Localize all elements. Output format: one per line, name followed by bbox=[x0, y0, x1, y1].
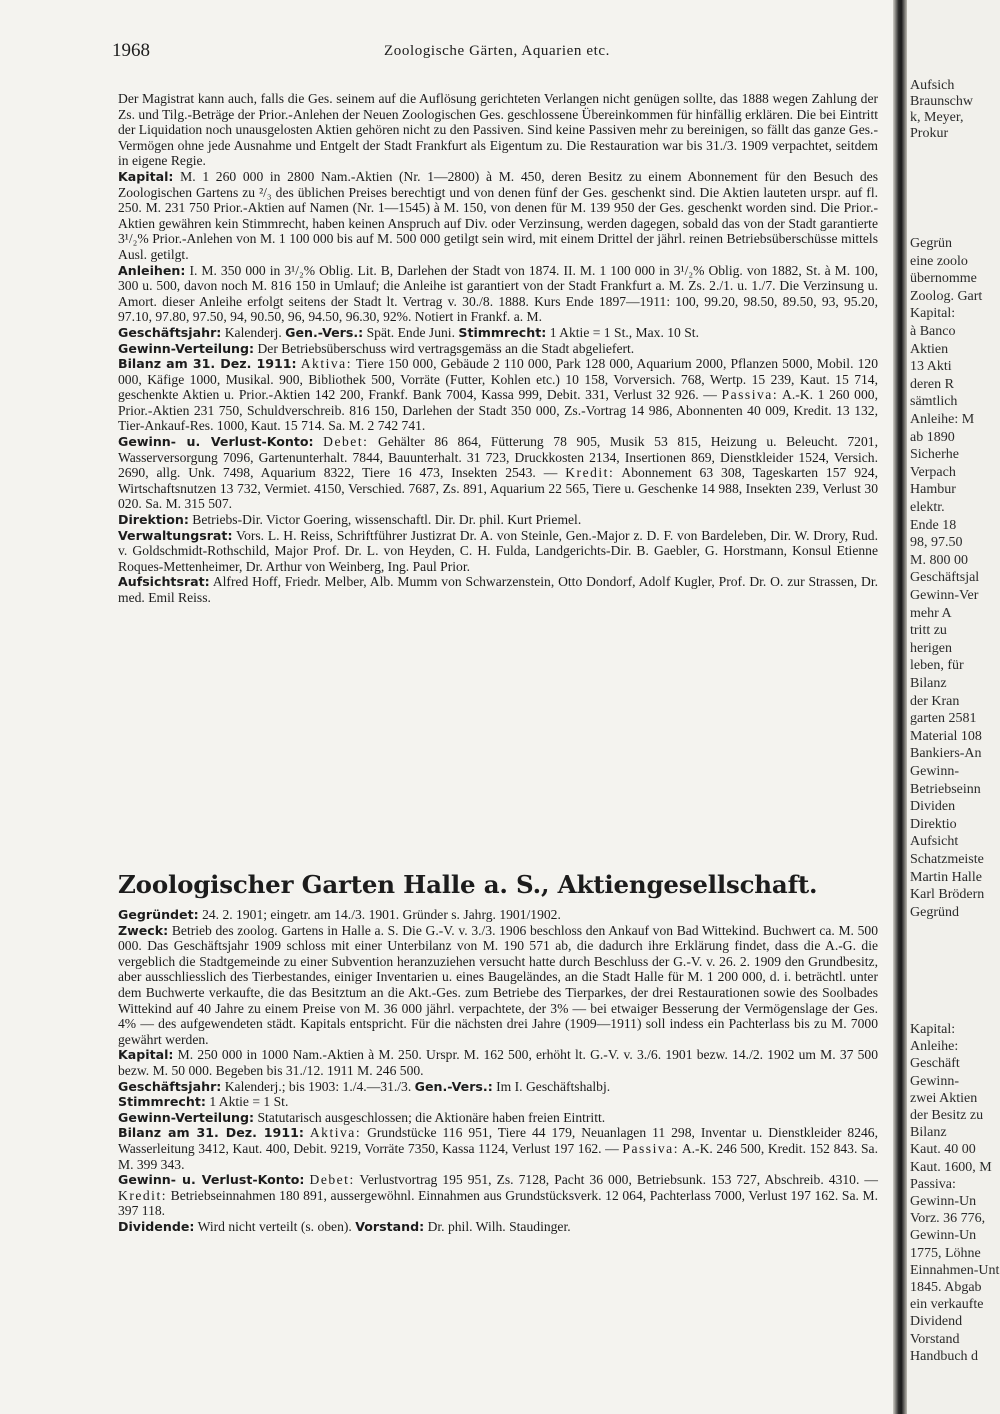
gegr-text: 24. 2. 1901; eingetr. am 14./3. 1901. Gründer s. Jahrg. 1901/1902. bbox=[202, 907, 561, 922]
guv-kredit-text: Abonnement 63 308, Tageskarten 157 924, Wirtschaftsnutzen 13 732, Vermiet. 4150, Verschied. 7687, Zs. 891, Aquarium 22 565, Tiere u. Geschenke 14 988, Insekten 239, Verlust 30 020. Sa. M. 315 507. bbox=[118, 465, 878, 512]
right-page-line: Bilanz bbox=[910, 676, 947, 691]
right-page-line: ein verkaufte bbox=[910, 1297, 984, 1313]
right-page-line: Passiva: bbox=[910, 1176, 956, 1192]
right-page-line: Sicherhe bbox=[910, 447, 959, 463]
kapital-label: Kapital: bbox=[118, 168, 174, 184]
right-page-fragment bbox=[907, 0, 1000, 1414]
frankfurt-verwaltungsrat bbox=[118, 528, 878, 575]
bilanz-aktiva-text: Tiere 150 000, Gebäude 2 110 000, Park 128 000, Aquarium 2000, Pflanzen 5000, Mobil. 120 000, Käfige 1000, Musikal. 900, Bibliothek 500, Vorräte (Futter, Kohlen etc.) 10 158, Vorversich. 768, Wertp. 15 239, Kaut. 15 714, geschenkte Aktien u. Prior.-Aktien 142 200, Frankf. Bank 7004, Kassa 999, Debit. 331, Verlust 32 926. — bbox=[118, 356, 878, 403]
halle-zweck bbox=[118, 923, 878, 1048]
gewinn-label: Gewinn-Verteilung: bbox=[118, 340, 255, 356]
right-page-line: 1775, Löhne bbox=[910, 1245, 981, 1261]
right-page-line: Aktien bbox=[910, 341, 949, 357]
right-page-line: Material 108 bbox=[910, 728, 982, 744]
right-page-line: Verpach bbox=[910, 464, 956, 480]
frankfurt-anleihen bbox=[118, 263, 878, 325]
gv-label: Gen.-Vers.: bbox=[414, 1078, 493, 1094]
right-page-line: der Besitz zu bbox=[910, 1108, 984, 1123]
halle-title: Zoologischer Garten Halle a. S., Aktiengesellschaft. bbox=[118, 870, 818, 899]
right-page-line: Direktio bbox=[910, 816, 957, 832]
right-page-line: garten 2581 bbox=[910, 711, 977, 727]
gv-text: Im I. Geschäftshalbj. bbox=[496, 1078, 611, 1094]
sr-label: Stimmrecht: bbox=[118, 1094, 206, 1110]
right-page-line: Ende 18 bbox=[910, 517, 957, 533]
frankfurt-intro: Der Magistrat kann auch, falls die Ges. seinem auf die Auflösung gerichteten Verlangen nicht genügen sollte, das 1888 wegen Zahlung der Zs. und Tilg.-Beträge der Prior.-Anlehen der Neuen Zoologischen Ges. geschlossene Übereinkommen für hinfällig erklären. Die bei Eintritt der Liquidation noch unausgelosten Aktien gehören nicht zu den Passiven. Sind keine Passiven mehr zu bereinigen, so fällt das ganze Ges.-Vermögen ohne jede Ausnahme und Entgelt der Stadt Frankfurt als Eigentum zu. Die Restauration war bis 31./3. 1909 verpachtet, seitdem in eigene Regie. bbox=[118, 91, 878, 169]
right-page-line: Betriebseinn bbox=[910, 781, 981, 797]
right-page-line: Bilanz bbox=[910, 1125, 947, 1141]
right-page-line: Bankiers-An bbox=[910, 746, 982, 762]
right-page-line: Braunschw bbox=[910, 94, 973, 109]
halle-gewinn bbox=[118, 1110, 878, 1126]
div-label: Dividende: bbox=[118, 1218, 195, 1234]
gj-label: Geschäftsjahr: bbox=[118, 324, 222, 340]
right-page-line: Gewinn- bbox=[910, 1073, 959, 1089]
guv-debet-text: Verlustvortrag 195 951, Zs. 7128, Pacht 36 000, Betriebsunk. 153 727, Abschreib. 4310. — bbox=[359, 1172, 878, 1188]
anleihen-text: I. M. 350 000 in 3¹/₂% Oblig. Lit. B, Darlehen der Stadt von 1874. II. M. 1 100 000 in 3¹/₂% Oblig. von 1882, St. à M. 100, 300 u. 500, davon noch M. 816 150 in Umlauf; die Anleihe ist garantiert von der Stadt Frankfurt a. M. Zs. 2./1. u. 1./7. Die Verzinsung u. Amort. dieser Anleihe erfolgt seitens der Stadt lt. Vertrag v. 30./8. 1888. Kurs Ende 1897—1911: 100, 99.20, 98.50, 89.50, 93, 95.20, 97.10, 97.80, 97.50, 94, 90.50, 96, 94.50, 96.30, 92%. Notiert in Frankf. a. M. bbox=[118, 262, 878, 325]
kapital-text: M. 1 260 000 in 2800 Nam.-Aktien (Nr. 1—2800) à M. 450, deren Besitz zu einem Abonnement für den Besuch des Zoologischen Gartens zu ²/₃ des üblichen Preises berechtigt und von denen fünf der Ges. geschenkt sind. Die Aktien lauteten urspr. auf fl. 250. M. 231 750 Prior.-Aktien auf Namen (Nr. 1—1545) à M. 150, von denen für M. 139 950 der Ges. geschenkt worden sind. Die Prior.-Aktien gewähren kein Stimmrecht, haben keinen Anspruch auf Div. oder Verzinsung, werden dagegen, sobald das von der Stadt garantierte 3¹/₂% Prior.-Anlehen von M. 1 100 000 bis auf M. 500 000 getilgt sein wird, mit einem Drittel der jährl. reinen Betriebsüberschüsse mittels Ausl. getilgt. bbox=[118, 168, 878, 262]
right-page-line: Kapital: bbox=[910, 306, 956, 322]
bilanz-label: Bilanz am 31. Dez. 1911: bbox=[118, 356, 297, 372]
right-page-line: 13 Akti bbox=[910, 359, 952, 375]
div-text: Wird nicht verteilt (s. oben). bbox=[197, 1218, 352, 1234]
right-page-line: Zoolog. Gart bbox=[910, 288, 983, 304]
sr-text: 1 Aktie = 1 St., Max. 10 St. bbox=[549, 324, 699, 340]
right-page-line: Martin Halle bbox=[910, 869, 982, 885]
right-page-line: zwei Aktien bbox=[910, 1090, 978, 1106]
right-page-line: mehr A bbox=[910, 605, 952, 621]
guv-kredit-label: Kredit: bbox=[565, 465, 615, 481]
gj-text: Kalenderj.; bis 1903: 1./4.—31./3. bbox=[224, 1078, 412, 1094]
kapital-text: M. 250 000 in 1000 Nam.-Aktien à M. 250. Urspr. M. 162 500, erhöht lt. G.-V. v. 3./6. 1901 bezw. 14./2. 1902 um M. 37 500 bezw. M. 50 000. Begeben bis 31./12. 1911 M. 246 500. bbox=[118, 1047, 878, 1078]
running-title: Zoologische Gärten, Aquarien etc. bbox=[384, 43, 610, 59]
sr-label: Stimmrecht: bbox=[458, 324, 547, 340]
right-page-line: Anleihe: M bbox=[910, 412, 975, 427]
halle-meta bbox=[118, 1079, 878, 1095]
bilanz-passiva-text: A.-K. 246 500, Kredit. 152 843. Sa. M. 399 343. bbox=[118, 1140, 878, 1172]
bilanz-aktiva-text: Grundstücke 116 951, Tiere 44 179, Neuanlagen 11 298, Inventar u. Dienstkleider 8246, Wasserleitung 3412, Kaut. 400, Debit. 9219, Vorräte 7350, Kassa 1124, Verlust 197 162. — bbox=[118, 1125, 878, 1156]
anleihen-label: Anleihen: bbox=[118, 262, 186, 278]
right-page-line: tritt zu bbox=[910, 623, 947, 639]
right-page-line: Einnahmen-Unt bbox=[910, 1262, 1000, 1278]
right-page-line: Geschäft bbox=[910, 1056, 960, 1072]
vr-label: Verwaltungsrat: bbox=[118, 527, 233, 543]
halle-entry bbox=[118, 907, 878, 1234]
right-page-line: Anleihe: bbox=[910, 1039, 959, 1055]
halle-kapital bbox=[118, 1047, 878, 1078]
right-page-line: deren R bbox=[910, 376, 954, 392]
vr-text: Vors. L. H. Reiss, Schriftführer Justizrat Dr. A. von Steinle, Gen.-Major z. D. F. von Bardeleben, Dir. W. Drory, Rud. v. Goldschmidt-Rothschild, Major Prof. Dr. L. von Heyden, C. H. Fulda, Landgerichts-Dir. B. Gaebler, G. Horstmann, Konsul Etienne Roques-Mettenheimer, Dr. Arthur von Weinberg, Ing. Paul Prior. bbox=[118, 527, 878, 574]
right-page-line: eine zoolo bbox=[910, 253, 968, 269]
frankfurt-aufsichtsrat bbox=[118, 574, 878, 605]
halle-dividende bbox=[118, 1219, 878, 1235]
book-gutter bbox=[893, 0, 907, 1414]
right-page-line: Vorz. 36 776, bbox=[910, 1211, 986, 1227]
right-page-line: Gegrün bbox=[910, 236, 952, 251]
guv-debet-label: Debet: bbox=[323, 434, 369, 450]
ar-label: Aufsichtsrat: bbox=[118, 574, 210, 590]
right-page-line: sämtlich bbox=[910, 394, 958, 410]
bilanz-label: Bilanz am 31. Dez. 1911: bbox=[118, 1125, 304, 1141]
gewinn-label: Gewinn-Verteilung: bbox=[118, 1109, 255, 1125]
kapital-label: Kapital: bbox=[118, 1047, 174, 1063]
page-header bbox=[112, 40, 882, 64]
sr-text: 1 Aktie = 1 St. bbox=[209, 1094, 289, 1110]
frankfurt-guv bbox=[118, 434, 878, 512]
dir-text: Betriebs-Dir. Victor Goering, wissenschaftl. Dir. Dr. phil. Kurt Priemel. bbox=[192, 512, 582, 528]
frankfurt-bilanz bbox=[118, 356, 878, 434]
guv-label: Gewinn- u. Verlust-Konto: bbox=[118, 1172, 305, 1188]
frankfurt-kapital bbox=[118, 169, 878, 263]
guv-label: Gewinn- u. Verlust-Konto: bbox=[118, 434, 314, 450]
right-page-line: k, Meyer, bbox=[910, 110, 964, 125]
gewinn-text: Der Betriebsüberschuss wird vertragsgemäss an die Stadt abgeliefert. bbox=[257, 340, 635, 356]
right-page-line: Gewinn- bbox=[910, 764, 959, 779]
ar-text: Alfred Hoff, Friedr. Melber, Alb. Mumm von Schwarzenstein, Otto Dondorf, Adolf Kugler, Prof. Dr. O. zur Strassen, Dr. med. Emil Reiss. bbox=[118, 574, 878, 605]
right-page-line: Gewinn-Ver bbox=[910, 588, 979, 603]
right-page-line: der Kran bbox=[910, 693, 960, 709]
right-page-line: Karl Brödern bbox=[910, 887, 985, 903]
halle-stimmrecht bbox=[118, 1094, 878, 1110]
right-page-line: Aufsich bbox=[910, 78, 955, 93]
right-page-line: 98, 97.50 bbox=[910, 535, 963, 551]
right-page-line: Gewinn-Un bbox=[910, 1194, 977, 1209]
dir-label: Direktion: bbox=[118, 512, 189, 528]
right-page-line: Schatzmeiste bbox=[910, 852, 984, 867]
right-page-line: Aufsicht bbox=[910, 834, 959, 850]
right-page-line: Gewinn-Un bbox=[910, 1228, 977, 1244]
gj-text: Kalenderj. bbox=[224, 324, 282, 340]
right-page-line: Hambur bbox=[910, 482, 956, 498]
gegr-label: Gegründet: bbox=[118, 907, 199, 922]
right-page-line: leben, für bbox=[910, 658, 964, 674]
guv-kredit-label: Kredit: bbox=[118, 1187, 168, 1203]
right-page-line: Dividen bbox=[910, 799, 956, 815]
right-page-line: Handbuch d bbox=[910, 1348, 979, 1364]
frankfurt-meta bbox=[118, 325, 878, 341]
right-page-line: übernomme bbox=[910, 271, 977, 287]
frankfurt-entry bbox=[118, 91, 878, 606]
bilanz-passiva-label: Passiva: bbox=[721, 387, 779, 403]
page-number: 1968 bbox=[112, 40, 150, 61]
right-page-line: M. 800 00 bbox=[910, 552, 968, 568]
vorstand-label: Vorstand: bbox=[355, 1218, 425, 1234]
bilanz-aktiva-label: Aktiva: bbox=[300, 356, 352, 372]
gewinn-text: Statutarisch ausgeschlossen; die Aktionäre haben freien Eintritt. bbox=[257, 1109, 606, 1125]
zweck-text: Betrieb des zoolog. Gartens in Halle a. S. Die G.-V. v. 3./3. 1906 beschloss den Ankauf von Bad Wittekind. Buchwert ca. M. 500 000. Das Geschäftsjahr 1909 schloss mit einer Unterbilanz von M. 190 571 ab, die dadurch ihre Erklärung findet, dass die A.-G. die vergeblich die Stadtgemeinde zu einer Subvention heranzuziehen versucht hatte durch Beschluss der G.-V. v. 26. 2. 1909 den Grundbesitz, aber ausschliesslich des Tierbestandes, einiger Inventarien u. eines Baugeländes, an die Stadt Halle für M. 1 200 000, d. i. beträchtl. unter dem Buchwerte verkaufte, die das Besitztum an die Akt.-Ges. zum Betriebe des Tierparkes, der drei Restaurationen sowie des Soolbades Wittekind auf 40 Jahre zu einem Preise von M. 36 000 jährl. verpachtete, der 3% — bei etwaiger Besserung der Vermögenslage der Ges. 4% — des aufgewendeten städt. Kapitals entspricht. Für die nächsten drei Jahre (1909—1911) soll indess ein Pachterlass bis zu M. 7000 gewährt werden. bbox=[118, 922, 878, 1047]
right-page-line: Kapital: bbox=[910, 1022, 956, 1037]
right-page-line: Dividend bbox=[910, 1314, 963, 1330]
right-page-line: Gegründ bbox=[910, 904, 959, 920]
halle-guv bbox=[118, 1172, 878, 1219]
vorstand-text: Dr. phil. Wilh. Staudinger. bbox=[427, 1218, 571, 1234]
right-page-line: ab 1890 bbox=[910, 429, 955, 445]
right-page-line: Vorstand bbox=[910, 1331, 960, 1347]
right-page-line: Kaut. 1600, M bbox=[910, 1159, 992, 1175]
halle-bilanz bbox=[118, 1125, 878, 1172]
zweck-label: Zweck: bbox=[118, 922, 169, 938]
frankfurt-direktion bbox=[118, 512, 878, 528]
right-page-line: 1845. Abgab bbox=[910, 1280, 982, 1295]
right-page-line: Kaut. 40 00 bbox=[910, 1142, 976, 1158]
right-page-line: Geschäftsjal bbox=[910, 570, 980, 586]
right-page-line: à Banco bbox=[910, 324, 956, 339]
guv-debet-label: Debet: bbox=[309, 1172, 355, 1188]
bilanz-passiva-label: Passiva: bbox=[622, 1140, 679, 1156]
bilanz-passiva-text: A.-K. 1 260 000, Prior.-Aktien 231 750, Schuldverschreib. 816 150, Darlehen der Stadt 350 000, Zs.-Vortrag 14 986, Abonnenten 40 009, Kredit. 13 132, Tier-Ankauf-Res. 1000, Kaut. 15 714. Sa. M. 2 742 741. bbox=[118, 387, 878, 434]
right-page-line: Prokur bbox=[910, 126, 949, 141]
halle-gegruendet bbox=[118, 907, 878, 923]
gj-label: Geschäftsjahr: bbox=[118, 1078, 222, 1094]
guv-debet-text: Gehälter 86 864, Fütterung 78 905, Musik 53 815, Heizung u. Beleucht. 7201, Wasserversorgung 7096, Gartenunterhalt. 7844, Bauunterhalt. 31 723, Druckkosten 2134, Insertionen 869, Dienstkleider 1524, Versich. 2690, allg. Unk. 7498, Aquarium 8322, Tiere 16 473, Insekten 2543. — bbox=[118, 434, 878, 481]
bilanz-aktiva-label: Aktiva: bbox=[309, 1125, 362, 1141]
right-page-line: herigen bbox=[910, 640, 952, 656]
gv-label: Gen.-Vers.: bbox=[285, 324, 364, 340]
right-page-line: elektr. bbox=[910, 500, 945, 515]
frankfurt-gewinn bbox=[118, 341, 878, 357]
guv-kredit-text: Betriebseinnahmen 180 891, aussergewöhnl. Einnahmen aus Grundstücksverk. 12 064, Pachterlass 7000, Verlust 197 162. Sa. M. 397 118. bbox=[118, 1187, 878, 1219]
gv-text: Spät. Ende Juni. bbox=[366, 324, 455, 340]
